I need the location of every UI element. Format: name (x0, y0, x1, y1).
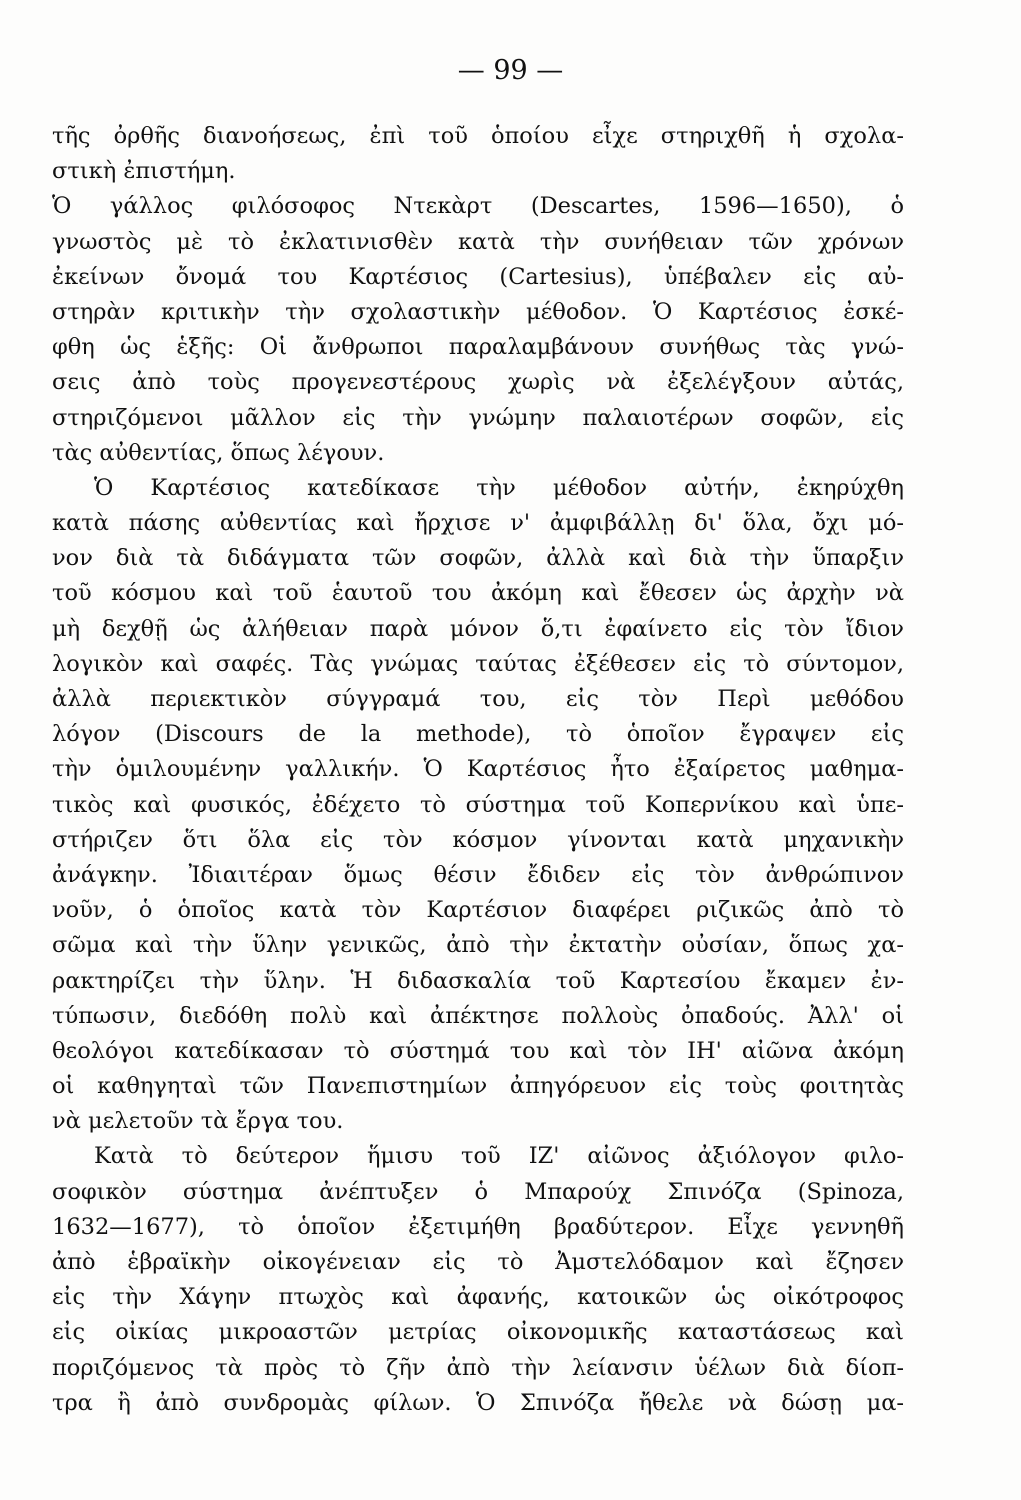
text-line: Ὁ Καρτέσιος κατεδίκασε τὴν μέθοδον αὐτήν, ἐκηρύχθη (94, 474, 904, 501)
text-line: λόγον (Discours de la methode), τὸ ὁποῖον ἔγραψεν εἰς (52, 721, 904, 748)
text-line: ἀπὸ ἑβραϊκὴν οἰκογένειαν εἰς τὸ Ἀμστελόδαμον καὶ ἔζησεν (52, 1249, 904, 1275)
text-line: ἀλλὰ περιεκτικὸν σύγγραμά του, εἰς τὸν Περὶ μεθόδου (52, 686, 904, 712)
text-line: λογικὸν καὶ σαφές. Τὰς γνώμας ταύτας ἐξέθεσεν εἰς τὸ σύντομον, (52, 650, 904, 677)
text-line: στικὴ ἐπιστήμη. (52, 158, 236, 185)
text-line: νον διὰ τὰ διδάγματα τῶν σοφῶν, ἀλλὰ καὶ διὰ τὴν ὕπαρξιν (52, 545, 904, 572)
text-line: σεις ἀπὸ τοὺς προγενεστέρους χωρὶς νὰ ἐξελέγξουν αὐτάς, (52, 369, 904, 396)
text-line: στηριζόμενοι μᾶλλον εἰς τὴν γνώμην παλαιοτέρων σοφῶν, εἰς (52, 404, 904, 431)
text-line: νὰ μελετοῦν τὰ ἔργα του. (52, 1108, 344, 1135)
body-text (52, 119, 904, 1421)
text-line: σοφικὸν σύστημα ἀνέπτυξεν ὁ Μπαρούχ Σπινόζα (Spinoza, (52, 1178, 904, 1205)
text-line: κατὰ πάσης αὐθεντίας καὶ ἤρχισε ν' ἀμφιβάλλῃ δι' ὅλα, ὄχι μό- (52, 510, 904, 537)
text-line: τὴν ὁμιλουμένην γαλλικήν. Ὁ Καρτέσιος ἦτο ἐξαίρετος μαθημα- (52, 756, 904, 783)
text-line: ποριζόμενος τὰ πρὸς τὸ ζῆν ἀπὸ τὴν λείανσιν ὑέλων διὰ δίοπ- (52, 1354, 904, 1381)
text-line: 1632—1677), τὸ ὁποῖον ἐξετιμήθη βραδύτερον. Εἶχε γεννηθῆ (52, 1213, 904, 1240)
text-line: ἀνάγκην. Ἰδιαιτέραν ὅμως θέσιν ἔδιδεν εἰς τὸν ἀνθρώπινον (52, 861, 904, 888)
text-line: ἐκείνων ὄνομά του Καρτέσιος (Cartesius), ὑπέβαλεν εἰς αὐ- (52, 263, 904, 290)
text-line: στηρὰν κριτικὴν τὴν σχολαστικὴν μέθοδον. Ὁ Καρτέσιος ἐσκέ- (52, 298, 904, 325)
text-line: τῆς ὀρθῆς διανοήσεως, ἐπὶ τοῦ ὁποίου εἶχε στηριχθῆ ἡ σχολα- (52, 123, 904, 149)
text-line: οἱ καθηγηταὶ τῶν Πανεπιστημίων ἀπηγόρευον εἰς τοὺς φοιτητὰς (52, 1073, 904, 1100)
text-line: τὰς αὐθεντίας, ὅπως λέγουν. (52, 439, 385, 466)
text-line: θεολόγοι κατεδίκασαν τὸ σύστημά του καὶ τὸν ΙΗ' αἰῶνα ἀκόμη (52, 1037, 904, 1064)
text-line: στήριζεν ὅτι ὅλα εἰς τὸν κόσμον γίνονται κατὰ μηχανικὴν (52, 826, 904, 853)
text-line: Ὁ γάλλος φιλόσοφος Ντεκὰρτ (Descartes, 1596—1650), ὁ (52, 193, 904, 220)
text-line: φθη ὡς ἑξῆς: Οἱ ἄνθρωποι παραλαμβάνουν συνήθως τὰς γνώ- (52, 334, 904, 361)
text-line: τικὸς καὶ φυσικός, ἐδέχετο τὸ σύστημα τοῦ Κοπερνίκου καὶ ὑπε- (52, 791, 904, 818)
text-line: σῶμα καὶ τὴν ὕλην γενικῶς, ἀπὸ τὴν ἐκτατὴν οὐσίαν, ὅπως χα- (52, 932, 904, 959)
text-line: τρα ἢ ἀπὸ συνδρομὰς φίλων. Ὁ Σπινόζα ἤθελε νὰ δώσῃ μα- (52, 1389, 904, 1416)
text-line: Κατὰ τὸ δεύτερον ἥμισυ τοῦ ΙΖ' αἰῶνος ἀξιόλογον φιλο- (94, 1143, 904, 1170)
text-line: εἰς τὴν Χάγην πτωχὸς καὶ ἀφανής, κατοικῶν ὡς οἰκότροφος (52, 1284, 904, 1311)
page-number: — 99 — (457, 55, 564, 86)
text-line: τύπωσιν, διεδόθη πολὺ καὶ ἀπέκτησε πολλοὺς ὀπαδούς. Ἀλλ' οἱ (52, 1002, 904, 1029)
text-line: τοῦ κόσμου καὶ τοῦ ἑαυτοῦ του ἀκόμη καὶ ἔθεσεν ὡς ἀρχὴν νὰ (52, 580, 904, 607)
text-line: ρακτηρίζει τὴν ὕλην. Ἡ διδασκαλία τοῦ Καρτεσίου ἔκαμεν ἐν- (52, 967, 904, 994)
text-line: νοῦν, ὁ ὁποῖος κατὰ τὸν Καρτέσιον διαφέρει ριζικῶς ἀπὸ τὸ (52, 897, 904, 924)
text-line: γνωστὸς μὲ τὸ ἐκλατινισθὲν κατὰ τὴν συνήθειαν τῶν χρόνων (52, 228, 904, 255)
text-line: μὴ δεχθῇ ὡς ἀλήθειαν παρὰ μόνον ὅ,τι ἐφαίνετο εἰς τὸν ἴδιον (52, 615, 904, 642)
text-line: εἰς οἰκίας μικροαστῶν μετρίας οἰκονομικῆς καταστάσεως καὶ (52, 1319, 904, 1346)
